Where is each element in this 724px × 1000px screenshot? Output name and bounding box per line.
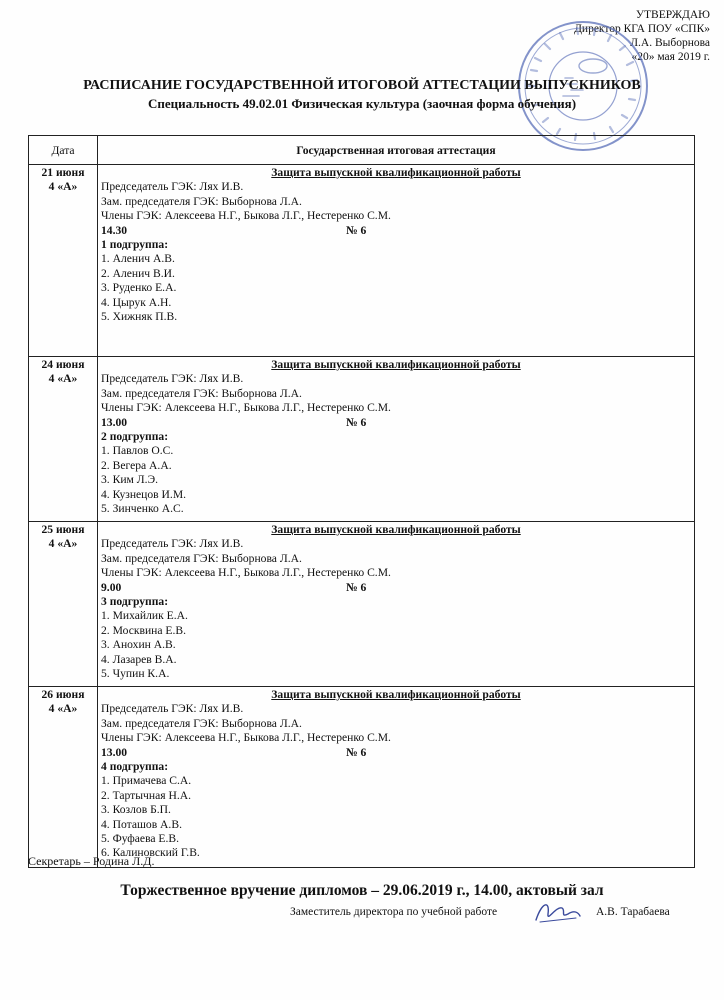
subgroup-label: 4 подгруппа: [101, 760, 169, 774]
student-item: 1. Павлов О.С. [101, 444, 174, 458]
info-cell [98, 165, 695, 357]
table-row [29, 165, 695, 357]
header-attestation: Государственная итоговая аттестация [98, 136, 695, 165]
subgroup-label: 2 подгруппа: [101, 430, 169, 444]
room: № 6 [346, 415, 367, 429]
schedule-table [28, 135, 695, 868]
row-group: 4 «А» [48, 372, 78, 385]
date-cell [29, 687, 98, 868]
signature-icon [532, 896, 584, 926]
chair-line: Председатель ГЭК: Лях И.В. [101, 372, 244, 386]
info-cell [98, 357, 695, 522]
student-item: 5. Зинченко А.С. [101, 502, 184, 516]
date-cell [29, 357, 98, 522]
members-line: Члены ГЭК: Алексеева Н.Г., Быкова Л.Г., Нестеренко С.М. [101, 731, 391, 745]
deputy-line: Зам. председателя ГЭК: Выборнова Л.А. [101, 716, 302, 730]
student-item: 2. Москвина Е.В. [101, 623, 187, 637]
approval-heading: УТВЕРЖДАЮ [635, 9, 710, 21]
subgroup-label: 3 подгруппа: [101, 595, 169, 609]
time-room-line [101, 746, 691, 760]
event-title: Защита выпускной квалификационной работы [271, 688, 521, 701]
student-item: 2. Тартычная Н.А. [101, 788, 191, 802]
room: № 6 [346, 745, 367, 759]
deputy-line: Зам. председателя ГЭК: Выборнова Л.А. [101, 194, 302, 208]
document-subtitle: Специальность 49.02.01 Физическая культура (заочная форма обучения) [147, 96, 577, 111]
deputy-line: Зам. председателя ГЭК: Выборнова Л.А. [101, 551, 302, 565]
student-item: 1. Аленич А.В. [101, 252, 175, 266]
student-item: 4. Поташов А.В. [101, 817, 182, 831]
room: № 6 [346, 580, 367, 594]
chair-line: Председатель ГЭК: Лях И.В. [101, 702, 244, 716]
student-item: 4. Цырук А.Н. [101, 295, 172, 309]
row-date: 21 июня [41, 166, 85, 179]
deputy-director-name: А.В. Тарабаева [596, 906, 670, 918]
chair-line: Председатель ГЭК: Лях И.В. [101, 537, 244, 551]
time: 13.00 [101, 745, 128, 759]
room: № 6 [346, 223, 367, 237]
table-row [29, 522, 695, 687]
chair-line: Председатель ГЭК: Лях И.В. [101, 180, 244, 194]
members-line: Члены ГЭК: Алексеева Н.Г., Быкова Л.Г., Нестеренко С.М. [101, 566, 391, 580]
event-title: Защита выпускной квалификационной работы [271, 523, 521, 536]
student-item: 3. Руденко Е.А. [101, 281, 177, 295]
student-item: 1. Примачева С.А. [101, 774, 192, 788]
event-title: Защита выпускной квалификационной работы [271, 358, 521, 371]
deputy-director-title: Заместитель директора по учебной работе [290, 906, 498, 918]
student-item: 1. Михайлик Е.А. [101, 609, 188, 623]
subgroup-label: 1 подгруппа: [101, 238, 169, 252]
time-room-line [101, 581, 691, 595]
document-title: РАСПИСАНИЕ ГОСУДАРСТВЕННОЙ ИТОГОВОЙ АТТЕСТАЦИИ ВЫПУСКНИКОВ [83, 78, 641, 93]
members-line: Члены ГЭК: Алексеева Н.Г., Быкова Л.Г., Нестеренко С.М. [101, 401, 391, 415]
event-title: Защита выпускной квалификационной работы [271, 166, 521, 179]
info-cell [98, 522, 695, 687]
student-item: 3. Анохин А.В. [101, 638, 176, 652]
ceremony-announcement: Торжественное вручение дипломов – 29.06.2019 г., 14.00, актовый зал [120, 882, 604, 899]
row-date: 25 июня [41, 523, 85, 536]
row-group: 4 «А» [48, 537, 78, 550]
student-item: 6. Калиновский Г.В. [101, 846, 200, 860]
table-row [29, 357, 695, 522]
date-cell [29, 165, 98, 357]
student-item: 5. Фуфаева Е.В. [101, 832, 180, 846]
student-item: 3. Козлов Б.П. [101, 803, 171, 817]
row-group: 4 «А» [48, 180, 78, 193]
row-group: 4 «А» [48, 702, 78, 715]
info-cell [98, 687, 695, 868]
student-item: 5. Хижняк П.В. [101, 310, 178, 324]
date-cell [29, 522, 98, 687]
approval-position: Директор КГА ПОУ «СПК» [574, 23, 710, 35]
row-date: 26 июня [41, 688, 85, 701]
time-room-line [101, 224, 691, 238]
time: 9.00 [101, 580, 122, 594]
deputy-line: Зам. председателя ГЭК: Выборнова Л.А. [101, 386, 302, 400]
table-header-row [29, 136, 695, 165]
student-item: 4. Кузнецов И.М. [101, 487, 187, 501]
time: 14.30 [101, 223, 128, 237]
approval-date: «20» мая 2019 г. [631, 51, 710, 63]
student-item: 2. Вегера А.А. [101, 458, 172, 472]
row-date: 24 июня [41, 358, 85, 371]
time-room-line [101, 416, 691, 430]
student-item: 2. Аленич В.И. [101, 266, 175, 280]
secretary-line: Секретарь – Родина Л.Д. [28, 854, 155, 868]
student-item: 5. Чупин К.А. [101, 667, 170, 681]
members-line: Члены ГЭК: Алексеева Н.Г., Быкова Л.Г., Нестеренко С.М. [101, 209, 391, 223]
time: 13.00 [101, 415, 128, 429]
student-item: 3. Ким Л.Э. [101, 473, 159, 487]
table-row [29, 687, 695, 868]
student-item: 4. Лазарев В.А. [101, 652, 177, 666]
approval-name: Л.А. Выборнова [630, 37, 710, 49]
header-date: Дата [29, 136, 98, 165]
